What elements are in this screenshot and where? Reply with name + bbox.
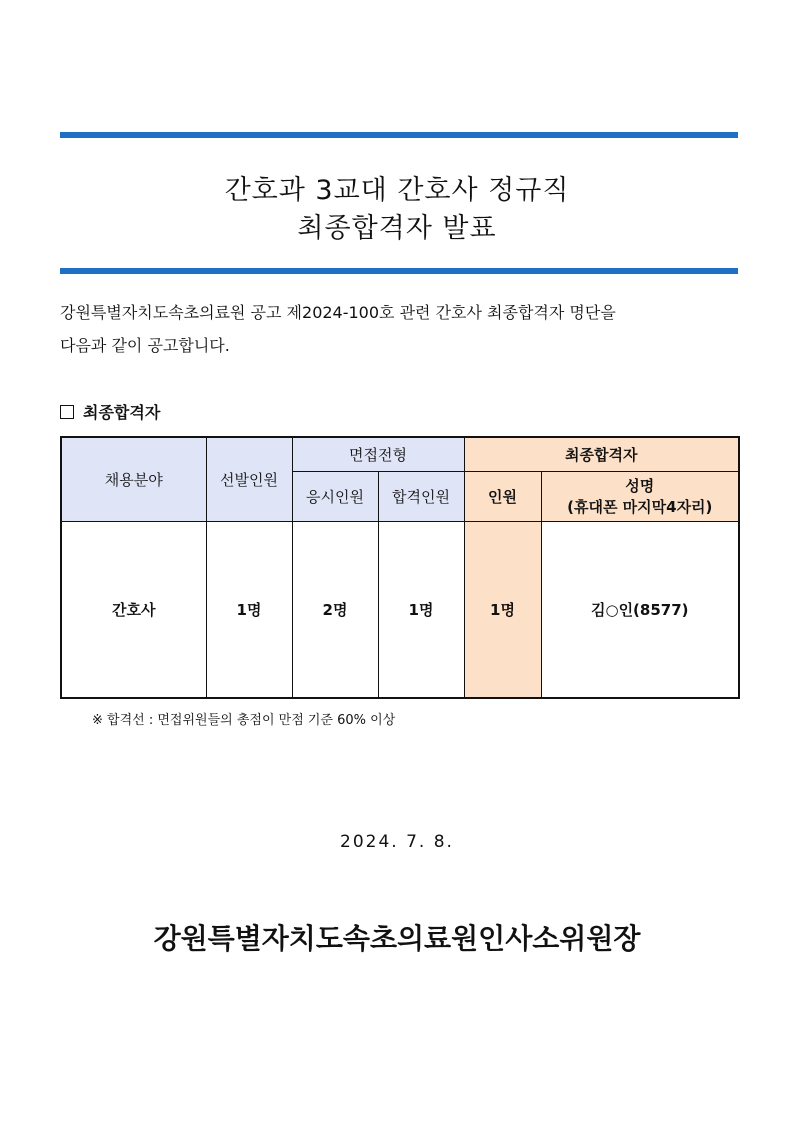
cell-name: 김○인(8577) [541,521,739,698]
intro-line-1: 강원특별자치도속초의료원 공고 제2024-100호 관련 간호사 최종합격자 명단을 [60,303,616,322]
header-field: 채용분야 [61,437,206,521]
cell-applicants: 2명 [292,521,378,698]
header-name [541,471,739,521]
footnote: ※ 합격선 : 면접위원들의 총점이 만점 기준 60% 이상 [92,713,396,728]
signer: 강원특별자치도속초의료원인사소위원장 [153,922,641,955]
cell-field: 간호사 [61,521,206,698]
bottom-rule [60,268,738,274]
cell-selection: 1명 [206,521,292,698]
header-selection: 선발인원 [206,437,292,521]
table-row [61,521,739,698]
cell-count: 1명 [464,521,541,698]
intro-paragraph [60,296,740,362]
section-title: 최종합격자 [83,403,161,422]
header-applicants: 응시인원 [292,471,378,521]
header-name-line-2: (휴대폰 마지막4자리) [567,498,713,516]
title-line-1: 간호과 3교대 간호사 정규직 [224,175,570,206]
header-passed: 합격인원 [378,471,464,521]
header-final-group: 최종합격자 [464,437,739,471]
top-rule [60,132,738,138]
header-name-line-1: 성명 [625,477,655,495]
cell-passed: 1명 [378,521,464,698]
checkbox-icon [60,405,74,419]
header-interview-group: 면접전형 [292,437,464,471]
announcement-date: 2024. 7. 8. [340,832,454,852]
intro-line-2: 다음과 같이 공고합니다. [60,336,230,355]
header-count: 인원 [464,471,541,521]
title-line-2: 최종합격자 발표 [297,213,497,244]
result-table [60,436,740,699]
section-heading [60,400,160,423]
